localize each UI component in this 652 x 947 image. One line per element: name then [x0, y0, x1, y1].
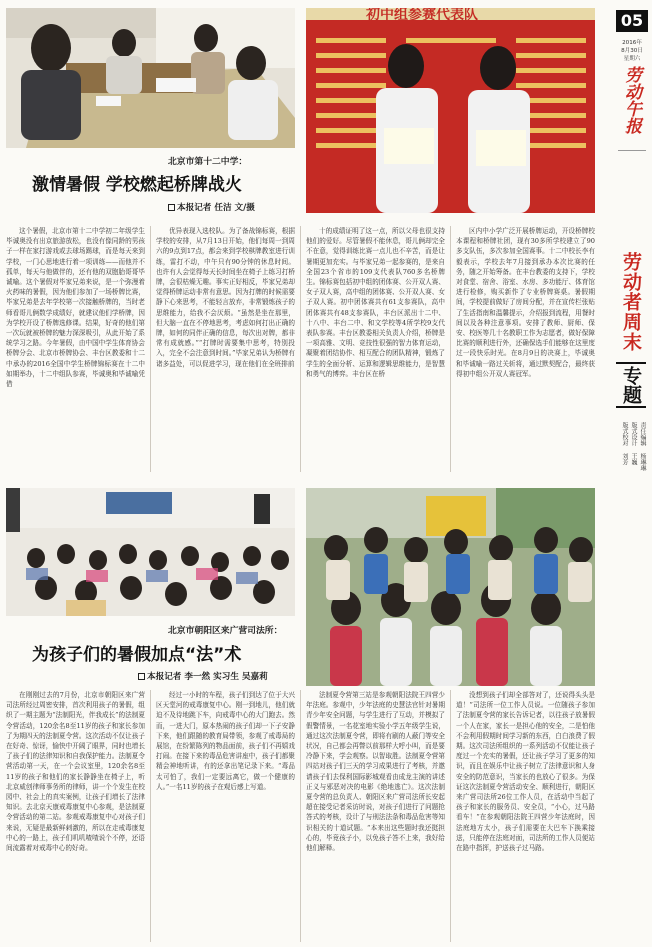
article1-byline-text: 本报记者 任洁 文/摄: [177, 203, 255, 213]
byline-square-icon: [138, 673, 145, 680]
photo-banner-text: 初中组参赛代表队: [366, 8, 478, 23]
article2-col2: 经过一小时的车程，孩子们到达了位于大兴区天堂河的戒毒康复中心。刚一到地儿，他们就迫不及待地跳下车，向戒毒中心的大门跑去。然而，一进大门，原本热闹的孩子们却一下子安静下来，他们跟随的教育局带领，参观了戒毒局的展馆，在纷繁陈列的物品面前，孩子们不再嬉戏打闹。在接下来的毒品危害讲座中，孩子们都聚精会神地听讲，有的还拿出笔记录下来。“毒品太可怕了，我们一定要远离它，做一个健康的人。”一名11岁的孩子在观后感上写道。: [156, 691, 295, 791]
article1-subtitle: 北京市第十二中学：: [168, 157, 248, 167]
section-tag: 专题: [616, 362, 646, 408]
issue-date: 2016年: [622, 40, 642, 46]
sidebar: [612, 0, 652, 947]
credit-designer: 版式设计 王巍: [630, 422, 637, 465]
section-label: 劳动者周末: [620, 252, 642, 352]
byline-square-icon: [168, 204, 175, 211]
credit-editor: 责任编辑 杨琳琳: [639, 422, 646, 471]
article2-col4: 没想到孩子们却全部答对了，还说得头头是道！”司法所一位工作人员说。一位随孩子参加了法制夏令营的家长告诉记者，以往孩子放暑假一个人在家，家长一是担心他的安全，二是怕他不会利用假期时间学习新的东西，白白浪费了假期。这次司法所组织的一系列活动不仅能让孩子度过一个充实的暑假，还让孩子学习了更多的知识，而且在娱乐中让孩子树立了法律意识和人身安全的防范意识，当家长的也放心了很多。为保证这次法制夏令营活动安全、顺利进行，朝阳区来广营司法所26位工作人员，在活动中当起了孩子和家长的服务员、安全员，“小心，过马路看车！”在参观朝阳法院王四营少年法庭时，因法庭地方太小，孩子们需要在大巴车下换乘接送，只能停在法庭对面，司法所的工作人员便站在路中指挥，护送孩子过马路。: [456, 691, 595, 853]
column-divider: [150, 226, 151, 472]
paper-name-logo: 劳动午报: [621, 66, 641, 134]
issue-date-md: 8月30日: [621, 48, 643, 54]
article2-subtitle: 北京市朝阳区来广营司法所：: [168, 626, 283, 636]
article1-byline: [168, 201, 255, 213]
column-divider: [150, 690, 151, 942]
article1-title: 激情暑假 学校燃起桥牌战火: [32, 175, 242, 195]
article2-col3: 法制夏令营第三站是参观朝阳法院王四营少年法庭。参观中，少年法庭的史慧法官针对暑期青少年安全问题，与学生进行了互动，并模拟了假警情景，一名花室地实验小学五年级学生说，通过这次法制夏令营，即将有刷的人蔽门等安全状况，自己都会再瞥以前那样大呼小叫，而是要冷静下来，学会观察。以智取胜。法制夏令营第四站对孩子们三天的学习成果进行了考核，并邀请孩子们去保利国际影城观看由成龙主演的讲述正义与邪恶对决的电影《绝地逃亡》。这次法制夏令营的总负责人、朝阳区来广营司法所长安起超在接受记者采访时说，对孩子们进行了问题抢答式的考核，设计了与刑法法条和毒品危害等知识相关的十道试题。“本来出这些题时我还挺担心的，毕竟孩子小，以免孩子答不上来，我好给他们解释。: [306, 691, 445, 853]
column-divider: [450, 690, 451, 942]
page-number: 05: [616, 10, 648, 32]
photo-bridge-champions: [306, 8, 595, 213]
credit-proofreader: 版式校对 刘芳: [621, 422, 628, 465]
photo-students-playing-bridge: [6, 8, 295, 148]
column-divider: [300, 690, 301, 942]
article2-col1: 在刚刚过去的7月份，北京市朝阳区来广营司法所经过周密安排，首次利用孩子的暑假，组织了一期主题为“法制阳光，伴我成长”的法制夏令营活动，120余名8至11岁的孩子和家长参加了为期四天的法制夏令营。这次活动不仅让孩子在好奇、惊讶，愉快中开阔了眼界，同时也增长了孩子们的法律知识和自我保护能力。法制夏令营活动第一天，在一个会议室里，120余名8至11岁的孩子和他们的家长静静坐在椅子上，听北京威创律师事务所的律师，讲一个个发生在校园中、社会上的真实案例，让孩子们增长了法律知识。去北京天康戒毒康复中心参观，是法制夏令营活动的第二站。参观戒毒康复中心对孩子们来说，无疑是最新鲜刺激的，所以在走戒毒康复中心的一路上，孩子们叽叽喳喳说个不停，还语间流露着对戒毒中心的好奇。: [6, 691, 145, 853]
photo-legal-lecture: [6, 488, 295, 616]
issue-weekday: 星期六: [623, 56, 641, 62]
article1-col2: 优异表现入选校队。为了备战锦标赛，根据学校的安排，从7月13日开始，他们每周一到周六的9点到17点，都会来到学校棋牌教室进行训练，雷打不动，中午只有90分钟的休息时间。也许有人会觉得每天长时间坐在椅子上练习打桥牌，会很枯燥无趣。事实正好相反，毕家兄弟却觉得桥牌运动非常有意思。因为打牌的时候需要静下心来思考，不能轻言放弃，非常锻炼孩子的思维能力，给我不会厌烦。“虽然是坐在那里，但大脑一直在不停地思考，考虑如何打出正确的牌，如何的同伴正确的信息，每次出对牌，都非常有成就感。”“打牌时需要集中思考，特别投入，完全不会注意到时间。”毕家兄弟认为桥牌有诸多益处，可以促进学习，现在他们在全班排前: [156, 227, 295, 368]
column-divider: [300, 226, 301, 472]
article1-col3: 十的成绩证明了这一点，所以父母也很支持他们的爱好。尽管暑假不能休息，哥儿俩却完全不在意，觉得训练比赛一点儿也不辛苦，而是让暑期更加充实。与毕家兄弟一起参赛的，是来自全国23个省市的109支代表队760多名桥牌生。锦标赛包括初中组的团体赛、公开双人赛、女子双人赛，高中组的团体赛、公开双人赛、女子双人赛。初中团体赛共有61支参赛队，高中团体赛共有48支参赛队，丰台区派出十二中、十八中、丰台二中、和文学校等4所学校9支代表队参赛。丰台区教委相关负责人介绍，桥牌是一项高雅、文明、竞技性很强的智力体育运动，凝聚着团结协作、相互配合的团队精神，锻炼了学生的全面分析、运算和逻辑思维能力，是智慧和勇气的博弈。丰台区在桥: [306, 227, 445, 378]
article1-col1: 这个暑假，北京市第十二中学初二年级学生毕诚奥没有出京旅游放松，也没有像同龄的男孩子一样在家打游戏或去球场踢球，而是每天来到学校，一门心思地进行着一项训练——而他并不孤单，每天与他做伴的，还有他的双胞胎哥哥毕诚喻。这个暑假对毕家兄弟来说，是一个弥漫着火药味的暑假，因为他们参加了一场桥牌比赛，毕家兄弟是去年学校第一次接触桥牌的，当时老师看哥儿俩数学成绩好，就建议他们学桥牌，因为学校开设了桥牌选修课。结果，好奇的他们第一次玩就被桥牌的魅力深深吸引，从此开始了系统学习之路。今年暑假，由中国中学生体育协会桥牌分会、北京市桥牌协会、丰台区教委和十二中承办的2016全国中学生桥牌锦标赛在十二中如期举办，十二中组队参赛，毕诚奥和毕诚喻凭借: [6, 227, 145, 389]
article2-byline: [138, 670, 268, 682]
sidebar-rule: [618, 150, 646, 151]
article1-col4: 区内中小学广泛开展桥牌运动，开设桥牌校本课程和桥牌社团，现有30多所学校建立了90多支队伍，多次参加全国赛事。十二中校长李有毅表示，学校去年7月接到承办本次比赛的任务，随之开始筹备。在丰台教委的支持下，学校对食堂、宿舍、浴室、水房、多功能厅、体育馆进行检修，购买新作了专业桥牌赛桌。暑假期间，学校提前做好了房间分配，并在宣传栏张贴了生活指南和温馨提示，介绍报到流程，用餐时间以及各种注意事项。安排了教师、厨师、保安、校医等几十名教职工作为志愿者，做好保障比赛的顺利进行外，还确保选手们能够在这里度过一段快乐时光。在8月9日的决赛上，毕诚奥和毕诚喻一路过关斩将，通过默契配合，最终获得初中组公开双人赛冠军。: [456, 227, 595, 378]
article2-byline-text: 本报记者 李一然 实习生 吴嘉莉: [147, 672, 268, 682]
photo-children-group: [306, 488, 595, 686]
article2-title: 为孩子们的暑假加点“法”术: [32, 645, 242, 665]
column-divider: [450, 226, 451, 472]
